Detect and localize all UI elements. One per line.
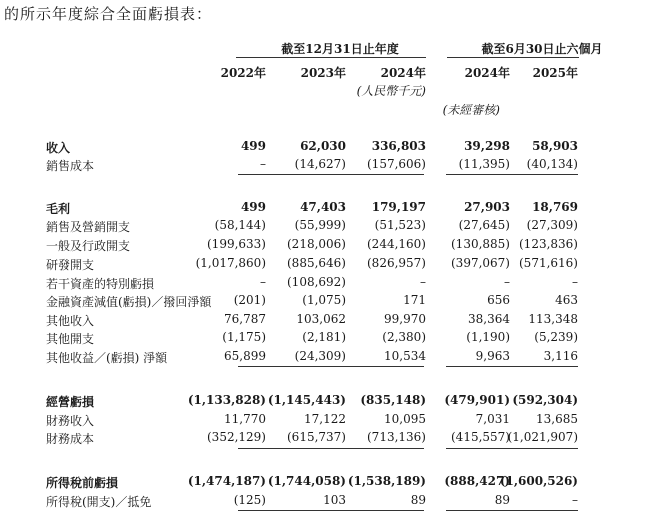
intro-text: 的所示年度綜合全面虧損表： xyxy=(4,5,213,23)
value-2025-h1: 463 xyxy=(555,293,578,307)
col-header-2024-h1: 2024年 xyxy=(464,66,510,80)
value-2024: 10,095 xyxy=(384,412,426,426)
table-row xyxy=(0,349,660,367)
subtotal-rule xyxy=(446,174,578,175)
subtotal-rule xyxy=(446,510,578,511)
value-2022: 499 xyxy=(240,200,266,214)
value-2022: (1,133,828) xyxy=(187,393,266,407)
value-2024-h1: (397,067) xyxy=(451,256,510,270)
value-2025-h1: 3,116 xyxy=(543,349,578,363)
value-2024-h1: 38,364 xyxy=(468,312,510,326)
value-2022: 499 xyxy=(240,139,266,153)
table-row xyxy=(0,157,660,175)
value-2025-h1: (27,309) xyxy=(526,218,578,232)
value-2024: 10,534 xyxy=(384,349,426,363)
value-2024-h1: (1,190) xyxy=(466,330,510,344)
table-row xyxy=(0,474,660,492)
value-2024-h1: 39,298 xyxy=(464,139,510,153)
value-2022: (201) xyxy=(233,293,266,307)
value-2024-h1: 9,963 xyxy=(475,349,510,363)
table-row xyxy=(0,330,660,348)
value-2023: (1,075) xyxy=(302,293,346,307)
value-2022: – xyxy=(260,157,266,171)
value-2024: (826,957) xyxy=(367,256,426,270)
value-2023: 47,403 xyxy=(300,200,346,214)
subtotal-rule xyxy=(446,366,578,367)
value-2023: (1,145,443) xyxy=(267,393,346,407)
value-2024-h1: 7,031 xyxy=(475,412,510,426)
value-2024: (835,148) xyxy=(360,393,426,407)
value-2024: (244,160) xyxy=(367,237,426,251)
value-2024: 179,197 xyxy=(371,200,426,214)
value-2023: (55,999) xyxy=(294,218,346,232)
col-header-2024: 2024年 xyxy=(380,66,426,80)
value-2025-h1: (123,836) xyxy=(519,237,578,251)
value-2023: (615,737) xyxy=(287,430,346,444)
value-2025-h1: (40,134) xyxy=(526,157,578,171)
table-row xyxy=(0,139,660,157)
value-2024: 336,803 xyxy=(371,139,426,153)
value-2025-h1: (571,616) xyxy=(519,256,578,270)
subtotal-rule xyxy=(238,366,424,367)
table-row xyxy=(0,256,660,274)
row-label: 銷售及營銷開支 xyxy=(46,220,131,234)
value-2025-h1: (592,304) xyxy=(512,393,578,407)
value-2024: (157,606) xyxy=(367,157,426,171)
row-label: 其他收入 xyxy=(46,314,95,328)
value-2022: (1,175) xyxy=(222,330,266,344)
value-2024: – xyxy=(420,275,426,289)
value-2024-h1: (130,885) xyxy=(451,237,510,251)
value-2024-h1: 27,903 xyxy=(464,200,510,214)
row-label: 銷售成本 xyxy=(46,159,95,173)
value-2024: (713,136) xyxy=(367,430,426,444)
group-underline-half xyxy=(447,57,579,58)
value-2022: (1,474,187) xyxy=(187,474,266,488)
value-2022: (1,017,860) xyxy=(195,256,266,270)
value-2024-h1: – xyxy=(504,275,510,289)
group-header-annual: 截至12月31日止年度 xyxy=(281,42,399,56)
value-2022: (199,633) xyxy=(207,237,266,251)
value-2024: (1,538,189) xyxy=(347,474,426,488)
value-2025-h1: – xyxy=(572,275,578,289)
value-2024: 99,970 xyxy=(384,312,426,326)
value-2025-h1: 13,685 xyxy=(536,412,578,426)
value-2025-h1: – xyxy=(572,493,578,507)
value-2024-h1: 89 xyxy=(494,493,510,507)
value-2024-h1: 656 xyxy=(487,293,510,307)
value-2022: 65,899 xyxy=(224,349,266,363)
row-label: 一般及行政開支 xyxy=(46,239,131,253)
row-label: 所得稅(開支)／抵免 xyxy=(46,495,152,509)
table-row xyxy=(0,493,660,511)
value-2025-h1: (1,600,526) xyxy=(499,474,578,488)
value-2025-h1: 58,903 xyxy=(532,139,578,153)
subtotal-rule xyxy=(238,174,424,175)
value-2024: 171 xyxy=(403,293,426,307)
value-2022: (125) xyxy=(233,493,266,507)
value-2024: 89 xyxy=(410,493,426,507)
value-2022: (352,129) xyxy=(207,430,266,444)
value-2024-h1: (27,645) xyxy=(458,218,510,232)
value-2024-h1: (11,395) xyxy=(458,157,510,171)
table-row xyxy=(0,412,660,430)
table-row xyxy=(0,275,660,293)
col-header-2022: 2022年 xyxy=(220,66,266,80)
value-2023: (1,744,058) xyxy=(267,474,346,488)
value-2023: 62,030 xyxy=(300,139,346,153)
value-2023: (24,309) xyxy=(294,349,346,363)
row-label: 若干資產的特別虧損 xyxy=(46,277,155,291)
value-2022: – xyxy=(260,275,266,289)
row-label: 其他收益／(虧損) 淨額 xyxy=(46,351,168,365)
value-2023: (885,646) xyxy=(287,256,346,270)
table-row xyxy=(0,312,660,330)
row-label: 毛利 xyxy=(46,202,71,216)
table-row xyxy=(0,393,660,411)
table-row xyxy=(0,218,660,236)
value-2023: 17,122 xyxy=(304,412,346,426)
value-2022: 76,787 xyxy=(224,312,266,326)
row-label: 研發開支 xyxy=(46,258,95,272)
table-row xyxy=(0,430,660,448)
value-2025-h1: (5,239) xyxy=(534,330,578,344)
value-2023: 103,062 xyxy=(296,312,346,326)
value-2022: 11,770 xyxy=(224,412,266,426)
value-2024-h1: (888,427) xyxy=(444,474,510,488)
value-2022: (58,144) xyxy=(214,218,266,232)
col-header-2023: 2023年 xyxy=(300,66,346,80)
value-2025-h1: 113,348 xyxy=(528,312,578,326)
col-header-2025-h1: 2025年 xyxy=(532,66,578,80)
value-2023: (14,627) xyxy=(294,157,346,171)
row-label: 財務成本 xyxy=(46,432,95,446)
value-2023: (2,181) xyxy=(302,330,346,344)
unaudited-note: (未經審核) xyxy=(442,103,500,117)
group-header-half: 截至6月30日止六個月 xyxy=(481,42,603,56)
value-2025-h1: (1,021,907) xyxy=(507,430,578,444)
value-2024: (51,523) xyxy=(374,218,426,232)
group-underline-annual xyxy=(236,57,426,58)
row-label: 收入 xyxy=(46,141,71,155)
subtotal-rule xyxy=(238,448,424,449)
value-2025-h1: 18,769 xyxy=(532,200,578,214)
subtotal-rule xyxy=(446,448,578,449)
row-label: 經營虧損 xyxy=(46,395,95,409)
value-2024-h1: (415,557) xyxy=(451,430,510,444)
row-label: 財務收入 xyxy=(46,414,95,428)
row-label: 其他開支 xyxy=(46,332,95,346)
row-label: 金融資產減值(虧損)／撥回淨額 xyxy=(46,295,212,309)
table-row xyxy=(0,293,660,311)
value-2023: (108,692) xyxy=(287,275,346,289)
row-label: 所得稅前虧損 xyxy=(46,476,119,490)
table-row xyxy=(0,237,660,255)
subtotal-rule xyxy=(238,510,424,511)
unit-note: (人民幣千元) xyxy=(356,84,426,98)
table-row xyxy=(0,200,660,218)
value-2023: 103 xyxy=(323,493,346,507)
value-2023: (218,006) xyxy=(287,237,346,251)
value-2024-h1: (479,901) xyxy=(444,393,510,407)
value-2024: (2,380) xyxy=(382,330,426,344)
